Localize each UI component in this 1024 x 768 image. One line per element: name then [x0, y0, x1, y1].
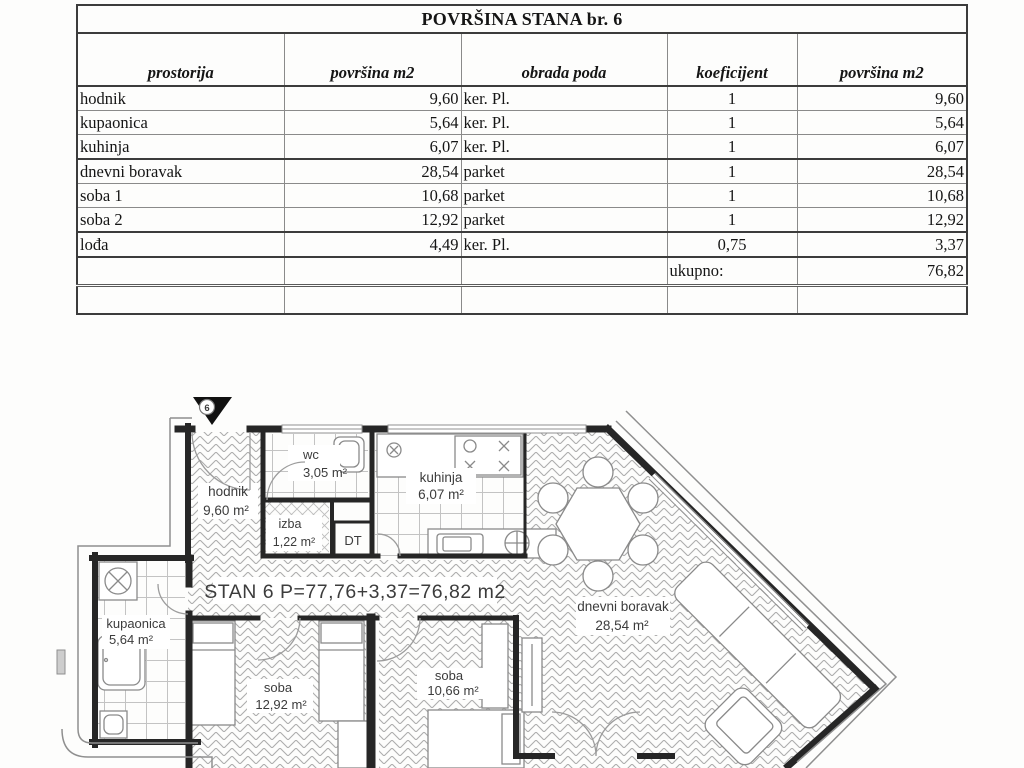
- column-header-povrsina2: površina m2: [797, 33, 967, 86]
- cell-floor: parket: [461, 208, 667, 233]
- cell-room: kuhinja: [77, 135, 284, 160]
- cell-coef: 1: [667, 208, 797, 233]
- window-sill: [57, 650, 65, 674]
- cell-area: 5,64: [284, 111, 461, 135]
- empty-row: [77, 286, 967, 315]
- cell-empty: [667, 286, 797, 315]
- table-row: [77, 86, 967, 111]
- room-label-soba2: soba: [434, 668, 464, 683]
- cell-area2: 12,92: [797, 208, 967, 233]
- cell-coef: 1: [667, 86, 797, 111]
- cell-area2: 9,60: [797, 86, 967, 111]
- cell-floor: parket: [461, 159, 667, 184]
- room-area-soba2: 10,66 m²: [427, 683, 479, 698]
- cell-area2: 10,68: [797, 184, 967, 208]
- column-header-prostorija: prostorija: [77, 33, 284, 86]
- cell-area: 10,68: [284, 184, 461, 208]
- room-label-soba1: soba: [263, 680, 293, 695]
- floor-plan: [0, 388, 1024, 768]
- cell-coef: 1: [667, 111, 797, 135]
- cell-floor: ker. Pl.: [461, 86, 667, 111]
- room-label-dt: DT: [344, 533, 362, 548]
- cell-area: 12,92: [284, 208, 461, 233]
- room-label-hodnik: hodnik: [208, 484, 248, 499]
- cell-empty: [77, 257, 284, 286]
- cell-floor: parket: [461, 184, 667, 208]
- cell-area: 4,49: [284, 232, 461, 257]
- table-row: [77, 184, 967, 208]
- table-row: [77, 232, 967, 257]
- room-area-kupaonica: 5,64 m²: [108, 632, 154, 647]
- cell-empty: [284, 286, 461, 315]
- bed: [191, 621, 235, 725]
- apartment-summary: STAN 6 P=77,76+3,37=76,82 m2: [204, 581, 506, 603]
- room-label-dnevni: dnevni boravak: [577, 599, 669, 614]
- table-row: [77, 111, 967, 135]
- cell-coef: 1: [667, 184, 797, 208]
- room-label-wc: wc: [303, 447, 319, 462]
- column-header-povrsina: površina m2: [284, 33, 461, 86]
- table-row: [77, 208, 967, 233]
- wardrobe: [338, 721, 368, 768]
- bed: [428, 710, 524, 768]
- total-value: 76,82: [797, 257, 967, 286]
- room-area-wc: 3,05 m²: [302, 465, 348, 480]
- room-label-izba: izba: [278, 517, 302, 531]
- cell-area2: 3,37: [797, 232, 967, 257]
- shower-tray: [100, 711, 127, 738]
- table-row: [77, 159, 967, 184]
- column-header-obrada: obrada poda: [461, 33, 667, 86]
- cell-area2: 6,07: [797, 135, 967, 160]
- room-area-kuhinja: 6,07 m²: [418, 487, 464, 502]
- cell-coef: 1: [667, 135, 797, 160]
- cell-floor: ker. Pl.: [461, 111, 667, 135]
- table-title: POVRŠINA STANA br. 6: [77, 5, 967, 33]
- cell-area: 6,07: [284, 135, 461, 160]
- cell-area2: 5,64: [797, 111, 967, 135]
- washing-machine: [99, 562, 137, 600]
- cell-room: dnevni boravak: [77, 159, 284, 184]
- room-area-hodnik: 9,60 m²: [203, 503, 249, 518]
- cell-empty: [77, 286, 284, 315]
- table-title-row: [77, 5, 967, 33]
- room-label-kupaonica: kupaonica: [106, 616, 166, 631]
- cell-floor: ker. Pl.: [461, 135, 667, 160]
- cell-floor: ker. Pl.: [461, 232, 667, 257]
- total-row: [77, 257, 967, 286]
- cell-coef: 1: [667, 159, 797, 184]
- cell-room: hodnik: [77, 86, 284, 111]
- room-area-izba: 1,22 m²: [272, 535, 316, 549]
- cell-empty: [461, 257, 667, 286]
- total-label: ukupno:: [667, 257, 797, 286]
- room-label-kuhinja: kuhinja: [419, 470, 463, 485]
- table-row: [77, 135, 967, 160]
- cell-room: soba 1: [77, 184, 284, 208]
- room-area-dnevni: 28,54 m²: [595, 618, 649, 633]
- marker-number: 6: [204, 402, 210, 414]
- cell-empty: [461, 286, 667, 315]
- column-header-koeficijent: koeficijent: [667, 33, 797, 86]
- table-header-row: [77, 33, 967, 86]
- cell-area2: 28,54: [797, 159, 967, 184]
- entrance-marker: [193, 397, 232, 425]
- cell-room: soba 2: [77, 208, 284, 233]
- room-area-soba1: 12,92 m²: [255, 697, 307, 712]
- radiator: [522, 638, 542, 712]
- cell-coef: 0,75: [667, 232, 797, 257]
- cell-area: 28,54: [284, 159, 461, 184]
- cell-room: lođa: [77, 232, 284, 257]
- cell-empty: [797, 286, 967, 315]
- area-table: [76, 4, 968, 315]
- cell-room: kupaonica: [77, 111, 284, 135]
- cell-area: 9,60: [284, 86, 461, 111]
- cell-empty: [284, 257, 461, 286]
- bed: [319, 621, 364, 721]
